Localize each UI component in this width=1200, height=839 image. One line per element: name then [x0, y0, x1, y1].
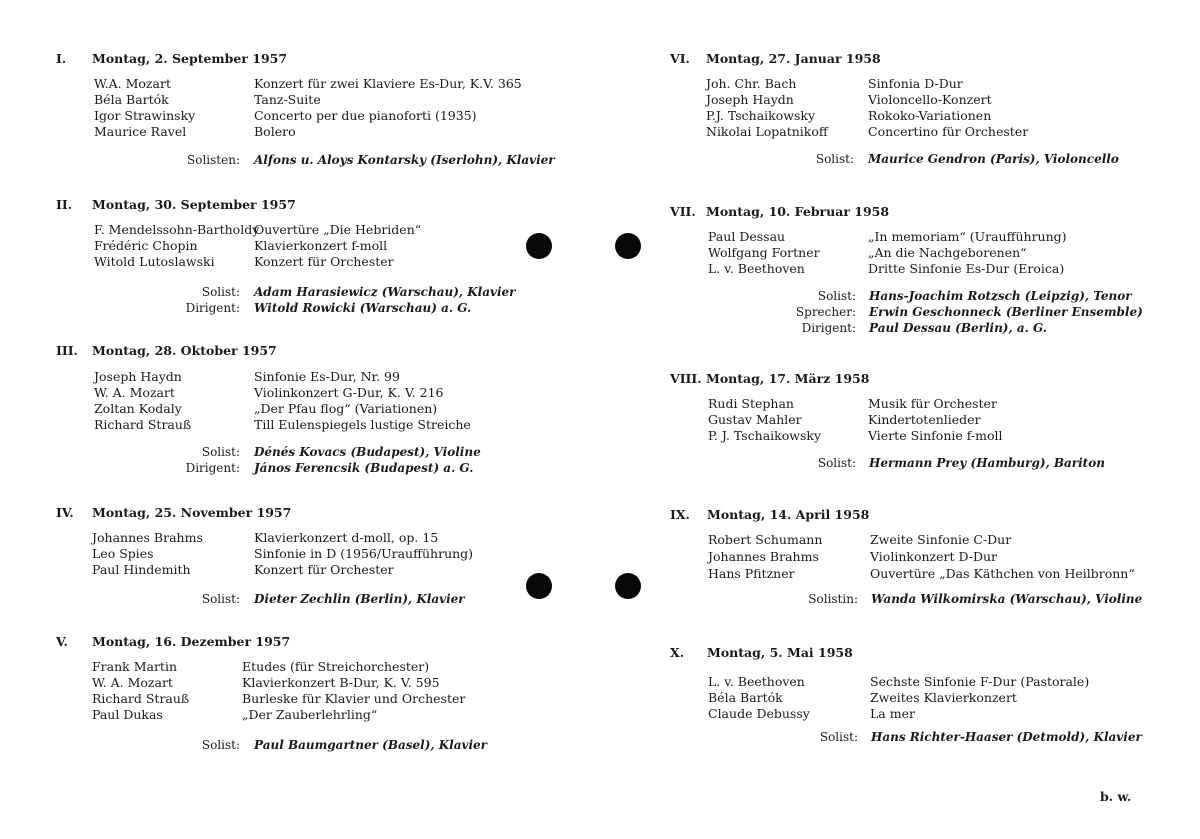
work: Concerto per due pianoforti (1935)	[254, 108, 477, 123]
composer: P. J. Tschaikowsky	[708, 428, 822, 443]
work: Ouvertüre „Das Käthchen von Heilbronn“	[870, 566, 1135, 581]
composer: Robert Schumann	[708, 532, 823, 547]
composer: Béla Bartók	[94, 92, 169, 107]
composer: W. A. Mozart	[92, 675, 173, 690]
work: Sechste Sinfonie F-Dur (Pastorale)	[870, 674, 1090, 689]
work: Kindertotenlieder	[868, 412, 981, 427]
concert-date: Montag, 10. Februar 1958	[706, 204, 890, 219]
performer-name: Wanda Wilkomirska (Warschau), Violine	[871, 592, 1143, 606]
concert-2	[56, 197, 616, 327]
performer-name: Witold Rowicki (Warschau) a. G.	[254, 301, 472, 315]
composer: Frédéric Chopin	[94, 238, 198, 253]
concert-number: I.	[56, 51, 67, 66]
work: Sinfonia D-Dur	[868, 76, 963, 91]
composer: W.A. Mozart	[94, 76, 171, 91]
concert-date: Montag, 2. September 1957	[92, 51, 288, 66]
composer: Béla Bartók	[708, 690, 783, 705]
concert-number: II.	[56, 197, 73, 212]
performer-role: Sprecher:	[795, 305, 856, 319]
performer-role: Solist:	[815, 152, 854, 166]
composer: Paul Dessau	[708, 229, 786, 244]
composer: Paul Dukas	[92, 707, 163, 722]
composer: L. v. Beethoven	[708, 674, 805, 689]
concert-number: IV.	[56, 505, 74, 520]
composer: Johannes Brahms	[92, 530, 203, 545]
performer-name: Erwin Geschonneck (Berliner Ensemble)	[869, 305, 1143, 319]
performer-name: Adam Harasiewicz (Warschau), Klavier	[254, 285, 516, 299]
concert-number: X.	[670, 645, 685, 660]
concert-date: Montag, 27. Januar 1958	[706, 51, 881, 66]
performer-name: Maurice Gendron (Paris), Violoncello	[868, 152, 1119, 166]
work: Zweite Sinfonie C-Dur	[870, 532, 1012, 547]
work: Rokoko-Variationen	[868, 108, 992, 123]
composer: Claude Debussy	[708, 706, 810, 721]
performer-name: Dénés Kovacs (Budapest), Violine	[254, 445, 481, 459]
concert-number: VI.	[670, 51, 690, 66]
concert-5	[56, 634, 616, 759]
work: „An die Nachgeborenen“	[868, 245, 1027, 260]
performer-name: Hermann Prey (Hamburg), Bariton	[869, 456, 1105, 470]
work: Klavierkonzert f-moll	[254, 238, 388, 253]
performer-role: Solist:	[817, 289, 856, 303]
performer-role: Solisten:	[187, 153, 240, 167]
work: Bolero	[254, 124, 296, 139]
binding-hole	[526, 233, 552, 259]
work: Zweites Klavierkonzert	[870, 690, 1017, 705]
performer-name: Hans-Joachim Rotzsch (Leipzig), Tenor	[869, 289, 1132, 303]
work: Violoncello-Konzert	[868, 92, 992, 107]
work: Tanz-Suite	[254, 92, 321, 107]
composer: Leo Spies	[92, 546, 154, 561]
work: „Der Zauberlehrling“	[242, 707, 378, 722]
concert-date: Montag, 14. April 1958	[707, 507, 870, 522]
concert-date: Montag, 28. Oktober 1957	[92, 343, 277, 358]
performer-role: Solistin:	[808, 592, 858, 606]
work: „In memoriam“ (Uraufführung)	[868, 229, 1067, 244]
composer: W. A. Mozart	[94, 385, 175, 400]
concert-1	[56, 51, 616, 181]
concert-6	[670, 51, 1170, 171]
composer: Frank Martin	[92, 659, 177, 674]
work: Klavierkonzert B-Dur, K. V. 595	[242, 675, 440, 690]
work: Concertino für Orchester	[868, 124, 1029, 139]
concert-9	[670, 507, 1170, 617]
binding-hole	[615, 573, 641, 599]
performer-role: Dirigent:	[185, 301, 240, 315]
work: Sinfonie Es-Dur, Nr. 99	[254, 369, 400, 384]
concert-number: III.	[56, 343, 78, 358]
work: Violinkonzert D-Dur	[870, 549, 998, 564]
composer: Paul Hindemith	[92, 562, 191, 577]
concert-number: IX.	[670, 507, 690, 522]
performer-role: Solist:	[819, 730, 858, 744]
concert-number: V.	[56, 634, 68, 649]
work: Klavierkonzert d-moll, op. 15	[254, 530, 439, 545]
composer: F. Mendelssohn-Bartholdy	[94, 222, 260, 237]
performer-name: Paul Baumgartner (Basel), Klavier	[254, 738, 487, 752]
composer: P.J. Tschaikowsky	[706, 108, 816, 123]
performer-name: Dieter Zechlin (Berlin), Klavier	[254, 592, 465, 606]
work: Etudes (für Streichorchester)	[242, 659, 430, 674]
composer: Johannes Brahms	[708, 549, 819, 564]
work: La mer	[870, 706, 915, 721]
composer: Nikolai Lopatnikoff	[706, 124, 828, 139]
composer: Richard Strauß	[92, 691, 190, 706]
performer-role: Solist:	[201, 285, 240, 299]
composer: Zoltan Kodaly	[94, 401, 182, 416]
performer-name: Alfons u. Aloys Kontarsky (Iserlohn), Klavier	[254, 153, 555, 167]
performer-role: Solist:	[201, 592, 240, 606]
performer-role: Dirigent:	[801, 321, 856, 335]
binding-hole	[615, 233, 641, 259]
performer-role: Solist:	[201, 738, 240, 752]
work: „Der Pfau flog“ (Variationen)	[254, 401, 438, 416]
composer: Igor Strawinsky	[94, 108, 196, 123]
concert-4	[56, 505, 616, 615]
performer-name: Hans Richter-Haaser (Detmold), Klavier	[871, 730, 1142, 744]
composer: Rudi Stephan	[708, 396, 794, 411]
composer: Wolfgang Fortner	[708, 245, 820, 260]
concert-date: Montag, 17. März 1958	[706, 371, 870, 386]
work: Konzert für Orchester	[254, 254, 394, 269]
concert-date: Montag, 16. Dezember 1957	[92, 634, 291, 649]
work: Konzert für Orchester	[254, 562, 394, 577]
work: Burleske für Klavier und Orchester	[242, 691, 466, 706]
performer-role: Dirigent:	[185, 461, 240, 475]
composer: Hans Pfitzner	[708, 566, 795, 581]
work: Dritte Sinfonie Es-Dur (Eroica)	[868, 261, 1065, 276]
composer: Gustav Mahler	[708, 412, 802, 427]
composer: Joseph Haydn	[94, 369, 182, 384]
performer-role: Solist:	[817, 456, 856, 470]
concert-date: Montag, 25. November 1957	[92, 505, 292, 520]
work: Till Eulenspiegels lustige Streiche	[254, 417, 471, 432]
concert-number: VII.	[670, 204, 696, 219]
work: Vierte Sinfonie f-moll	[868, 428, 1003, 443]
concert-date: Montag, 5. Mai 1958	[707, 645, 853, 660]
composer: Joh. Chr. Bach	[706, 76, 797, 91]
work: Ouvertüre „Die Hebriden“	[254, 222, 422, 237]
work: Sinfonie in D (1956/Uraufführung)	[254, 546, 474, 561]
work: Konzert für zwei Klaviere Es-Dur, K.V. 365	[254, 76, 522, 91]
concert-10	[670, 645, 1170, 755]
composer: Joseph Haydn	[706, 92, 794, 107]
composer: Maurice Ravel	[94, 124, 187, 139]
performer-name: János Ferencsik (Budapest) a. G.	[254, 461, 474, 475]
composer: Witold Lutoslawski	[94, 254, 215, 269]
performer-role: Solist:	[201, 445, 240, 459]
concert-number: VIII.	[670, 371, 702, 386]
concert-8	[670, 371, 1170, 481]
concert-date: Montag, 30. September 1957	[92, 197, 296, 212]
binding-hole	[526, 573, 552, 599]
concert-3	[56, 343, 616, 483]
composer: Richard Strauß	[94, 417, 192, 432]
concert-7	[670, 204, 1170, 344]
footer-initials: b. w.	[1100, 789, 1132, 804]
work: Musik für Orchester	[868, 396, 997, 411]
composer: L. v. Beethoven	[708, 261, 805, 276]
work: Violinkonzert G-Dur, K. V. 216	[254, 385, 444, 400]
performer-name: Paul Dessau (Berlin), a. G.	[869, 321, 1047, 335]
